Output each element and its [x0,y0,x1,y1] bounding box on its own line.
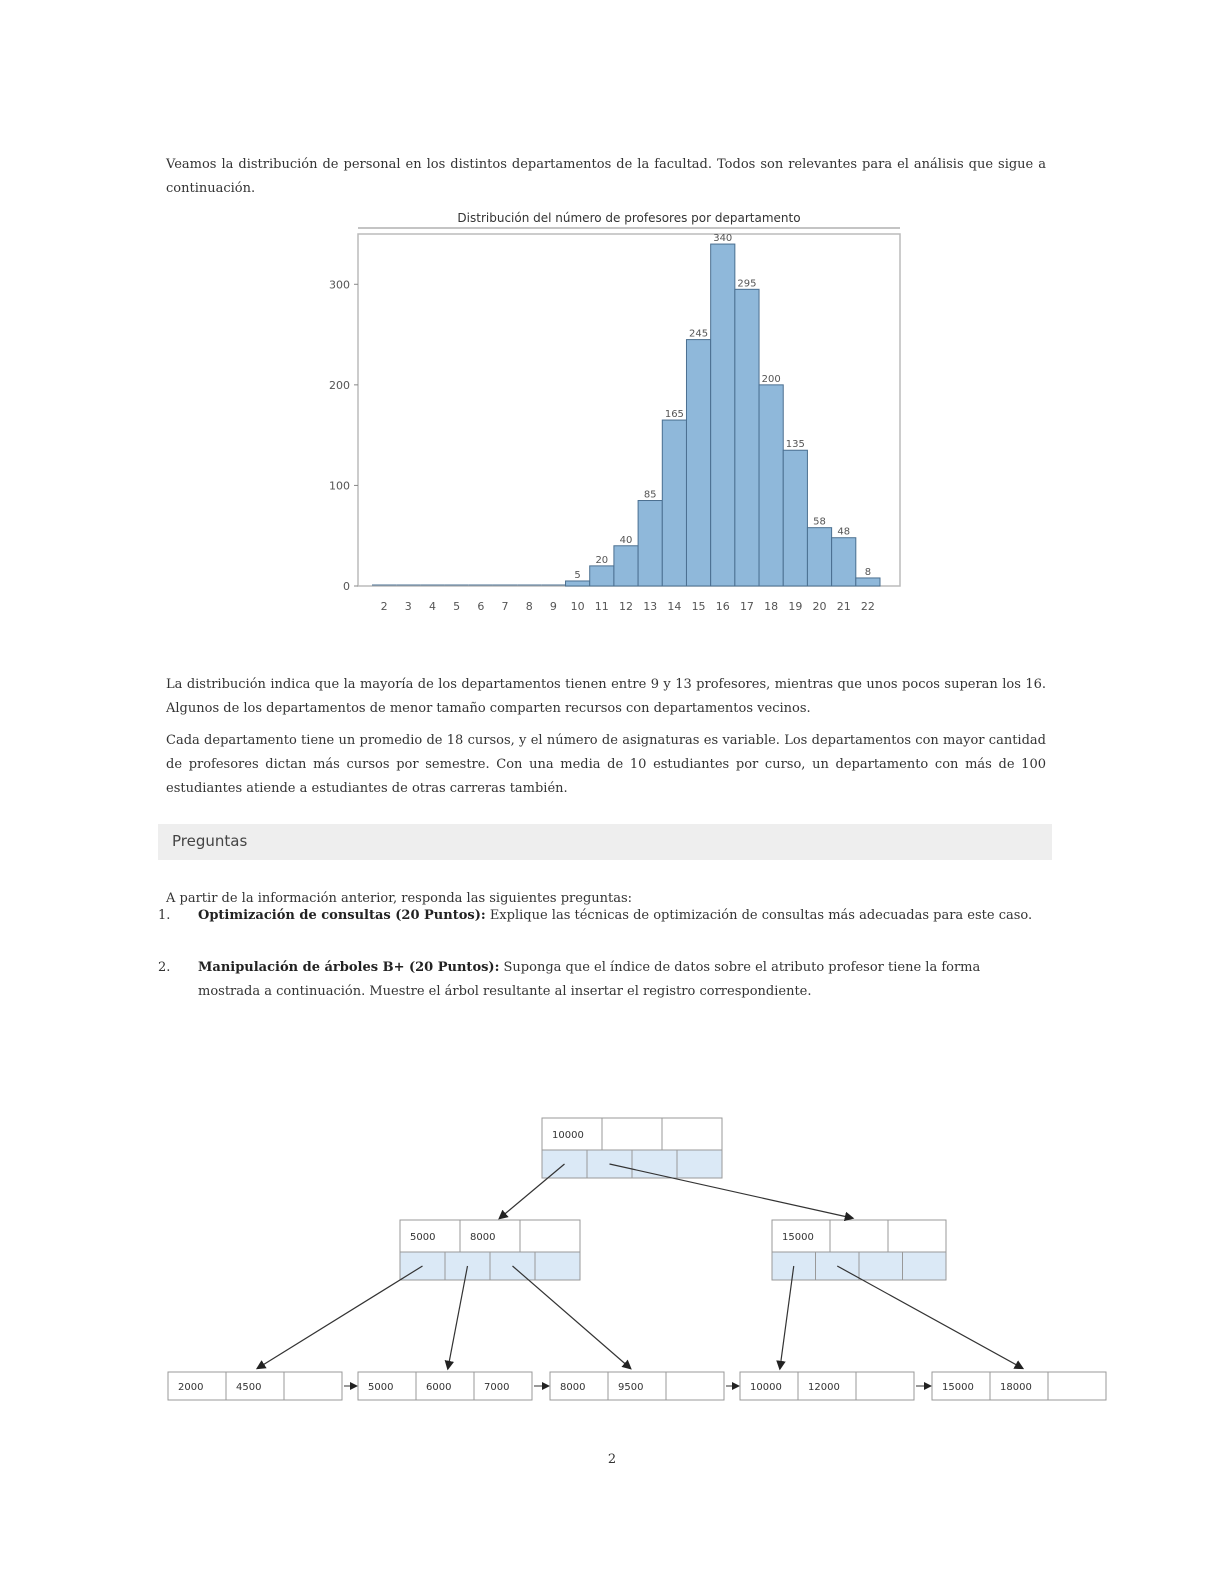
tree-pointer-arrow [610,1164,853,1218]
leaf-cell [284,1372,342,1400]
section-title: Preguntas [172,832,248,850]
question-text: Explique las técnicas de optimización de consultas más adecuadas para este caso. [489,908,1033,923]
bar-value-label: 340 [713,233,733,245]
histogram-bar [783,450,807,586]
question-item-2 [158,956,1038,1004]
leaf-key-label: 18000 [1000,1382,1032,1393]
leaf-key-label: 9500 [618,1382,644,1393]
tree-leaf-node [550,1372,724,1400]
x-tick-label: 9 [549,600,557,613]
pointer-cell [535,1252,580,1280]
x-tick-label: 20 [812,600,827,613]
histogram-svg [300,204,920,648]
key-cell [662,1118,722,1150]
pointer-cell [677,1150,722,1178]
leaf-key-label: 15000 [942,1382,974,1393]
x-tick-label: 12 [619,600,633,613]
x-tick-label: 7 [501,600,509,613]
section-intro: A partir de la información anterior, responda las siguientes preguntas: [166,891,633,906]
y-tick-label: 0 [343,580,350,593]
pointer-cell [859,1252,903,1280]
histogram-bar [686,340,710,586]
key-label: 15000 [782,1232,814,1243]
key-label: 8000 [470,1232,496,1243]
leaf-key-label: 6000 [426,1382,452,1393]
question-number: 2. [158,960,171,975]
bar-value-label: 20 [595,554,609,566]
tree-pointer-arrow [258,1266,423,1368]
bar-value-label: 200 [761,373,781,385]
bplus-tree-diagram [160,1110,1120,1420]
x-tick-label: 5 [453,600,461,613]
x-tick-label: 4 [428,600,436,613]
histogram-bar [856,578,880,586]
tree-leaf-node [358,1372,532,1400]
tree-leaf-node [932,1372,1106,1400]
tree-leaf-node [740,1372,914,1400]
analysis-paragraph-2: Cada departamento tiene un promedio de 18 cursos, y el número de asignaturas es variable. Los departamentos con mayor cantidad de profesores dictan más cursos por semestre. Con una media de 10 estudiantes por curso, un departamento con más de 100 estudiantes atiende a estudiantes de otras carreras también. [166,733,1046,796]
tree-pointer-arrow [780,1266,794,1368]
x-tick-label: 6 [477,600,485,613]
chart-title: Distribución del número de profesores por departamento [457,211,801,225]
x-tick-label: 10 [570,600,585,613]
bar-value-label: 5 [574,569,581,581]
x-tick-label: 3 [404,600,412,613]
x-tick-label: 18 [764,600,779,613]
histogram-bar [566,581,590,586]
bar-value-label: 40 [619,534,633,546]
key-cell [602,1118,662,1150]
histogram-bar [662,420,686,586]
intro-paragraph: Veamos la distribución de personal en los distintos departamentos de la facultad. Todos son relevantes para el análisis que sigue a continuación. [166,157,1046,196]
tree-leaf-node [168,1372,342,1400]
histogram-bar [638,501,662,586]
question-text: Suponga que el índice de datos sobre el atributo profesor tiene la forma mostrada a continuación. Muestre el árbol resultante al insertar el registro correspondiente. [198,960,981,999]
y-tick-label: 100 [329,479,350,493]
leaf-key-label: 12000 [808,1382,840,1393]
leaf-key-label: 8000 [560,1382,586,1393]
bar-value-label: 135 [785,439,805,451]
bar-value-label: 8 [864,566,872,578]
x-tick-label: 14 [667,600,682,613]
leaf-key-label: 4500 [236,1382,262,1393]
histogram-bar [735,289,759,586]
bar-value-label: 85 [643,489,657,501]
leaf-key-label: 2000 [178,1382,204,1393]
question-title: Manipulación de árboles B+ (20 Puntos): [198,960,500,975]
histogram-bar [590,566,614,586]
question-list [158,904,1038,1004]
x-tick-label: 2 [380,600,388,613]
y-tick-label: 200 [329,378,350,392]
tree-internal-node [400,1220,580,1280]
bar-value-label: 295 [737,278,757,290]
tree-internal-node [772,1220,946,1280]
tree-pointer-arrow [837,1266,1022,1368]
tree-pointer-arrow [448,1266,468,1368]
x-tick-label: 11 [594,600,609,613]
bplus-tree-svg [160,1110,1120,1420]
leaf-cell [856,1372,914,1400]
bar-value-label: 48 [837,526,851,538]
leaf-key-label: 5000 [368,1382,394,1393]
key-cell [830,1220,888,1252]
x-tick-label: 22 [860,600,875,613]
leaf-key-label: 7000 [484,1382,510,1393]
leaf-cell [666,1372,724,1400]
leaf-key-label: 10000 [750,1382,782,1393]
tree-pointer-arrow [513,1266,631,1368]
page-number: 2 [607,1452,617,1467]
tree-pointer-arrow [500,1164,565,1218]
histogram-bar [711,244,735,586]
x-tick-label: 8 [525,600,533,613]
question-number: 1. [158,908,171,923]
analysis-paragraph-1: La distribución indica que la mayoría de los departamentos tienen entre 9 y 13 profesores, mientras que unos pocos superan los 16. Algunos de los departamentos de menor tamaño comparten recursos con departamentos vecinos. [166,677,1046,716]
section-header [158,824,1052,860]
x-tick-label: 17 [739,600,754,613]
x-tick-label: 13 [643,600,658,613]
question-item-1 [158,904,1038,928]
histogram-bar [614,546,638,586]
key-label: 5000 [410,1232,436,1243]
bar-value-label: 58 [813,516,826,528]
y-tick-label: 300 [329,278,350,292]
x-tick-label: 19 [788,600,803,613]
histogram-bar [807,528,831,586]
histogram-chart [300,204,920,648]
key-cell [888,1220,946,1252]
leaf-cell [1048,1372,1106,1400]
pointer-cell [903,1252,947,1280]
key-label: 10000 [552,1130,584,1141]
histogram-bar [832,538,856,586]
x-tick-label: 21 [836,600,851,613]
key-cell [520,1220,580,1252]
bar-value-label: 245 [689,328,709,340]
bar-value-label: 165 [664,409,684,421]
question-title: Optimización de consultas (20 Puntos): [198,908,486,923]
histogram-bar [759,385,783,586]
x-tick-label: 16 [715,600,730,613]
x-tick-label: 15 [691,600,706,613]
